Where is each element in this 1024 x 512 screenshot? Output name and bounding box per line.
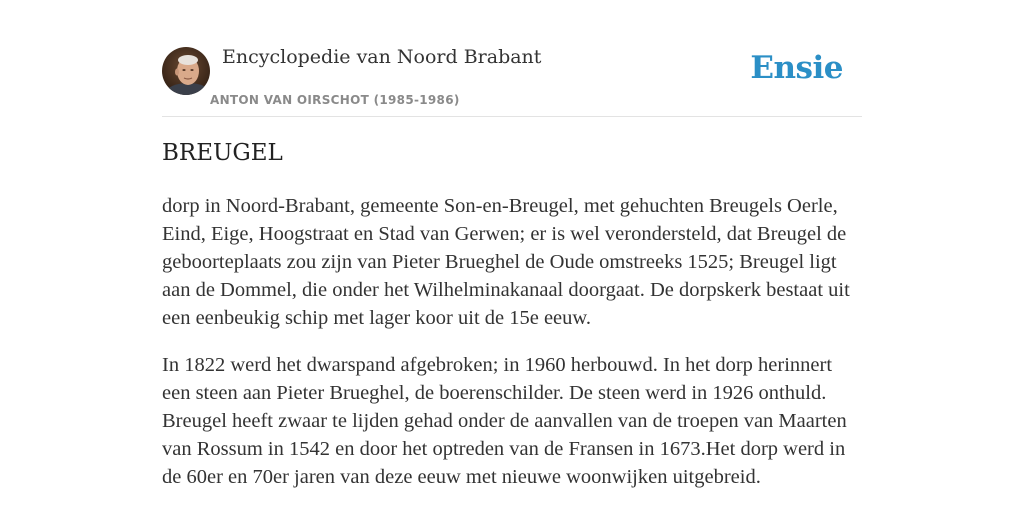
article-paragraph: dorp in Noord-Brabant, gemeente Son-en-Breugel, met gehuchten Breugels Oerle, Eind, Eige, Hoogstraat en Stad van Gerwen; er is wel verondersteld, dat Breugel de geboorteplaats zou zijn van Pieter Brueghel de Oude omstreeks 1525; Breugel ligt aan de Dommel, die onder het Wilhelminakanaal doorgaat. De dorpskerk bestaat uit een eenbeukig schip met lager koor uit de 15e eeuw. xyxy=(162,195,850,329)
article-headword: BREUGEL xyxy=(162,140,283,166)
author-avatar[interactable] xyxy=(162,47,210,95)
article-paragraph: In 1822 werd het dwarspand afgebroken; in 1960 herbouwd. In het dorp herinnert een steen aan Pieter Brueghel, de boerenschilder. De steen werd in 1926 onthuld. Breugel heeft zwaar te lijden gehad onder de aanvallen van de troepen van Maarten van Rossum in 1542 en door het optreden van de Fransen in 1673.Het dorp werd in de 60er en 70er jaren van deze eeuw met nieuwe woonwijken uitgebreid. xyxy=(162,354,847,488)
header xyxy=(162,46,862,117)
ensie-logo[interactable]: Ensie xyxy=(750,50,843,86)
article-body xyxy=(162,192,862,510)
author-name[interactable]: ANTON VAN OIRSCHOT (1985-1986) xyxy=(210,93,460,107)
author-portrait-icon xyxy=(162,47,210,95)
work-title[interactable]: Encyclopedie van Noord Brabant xyxy=(222,46,542,68)
